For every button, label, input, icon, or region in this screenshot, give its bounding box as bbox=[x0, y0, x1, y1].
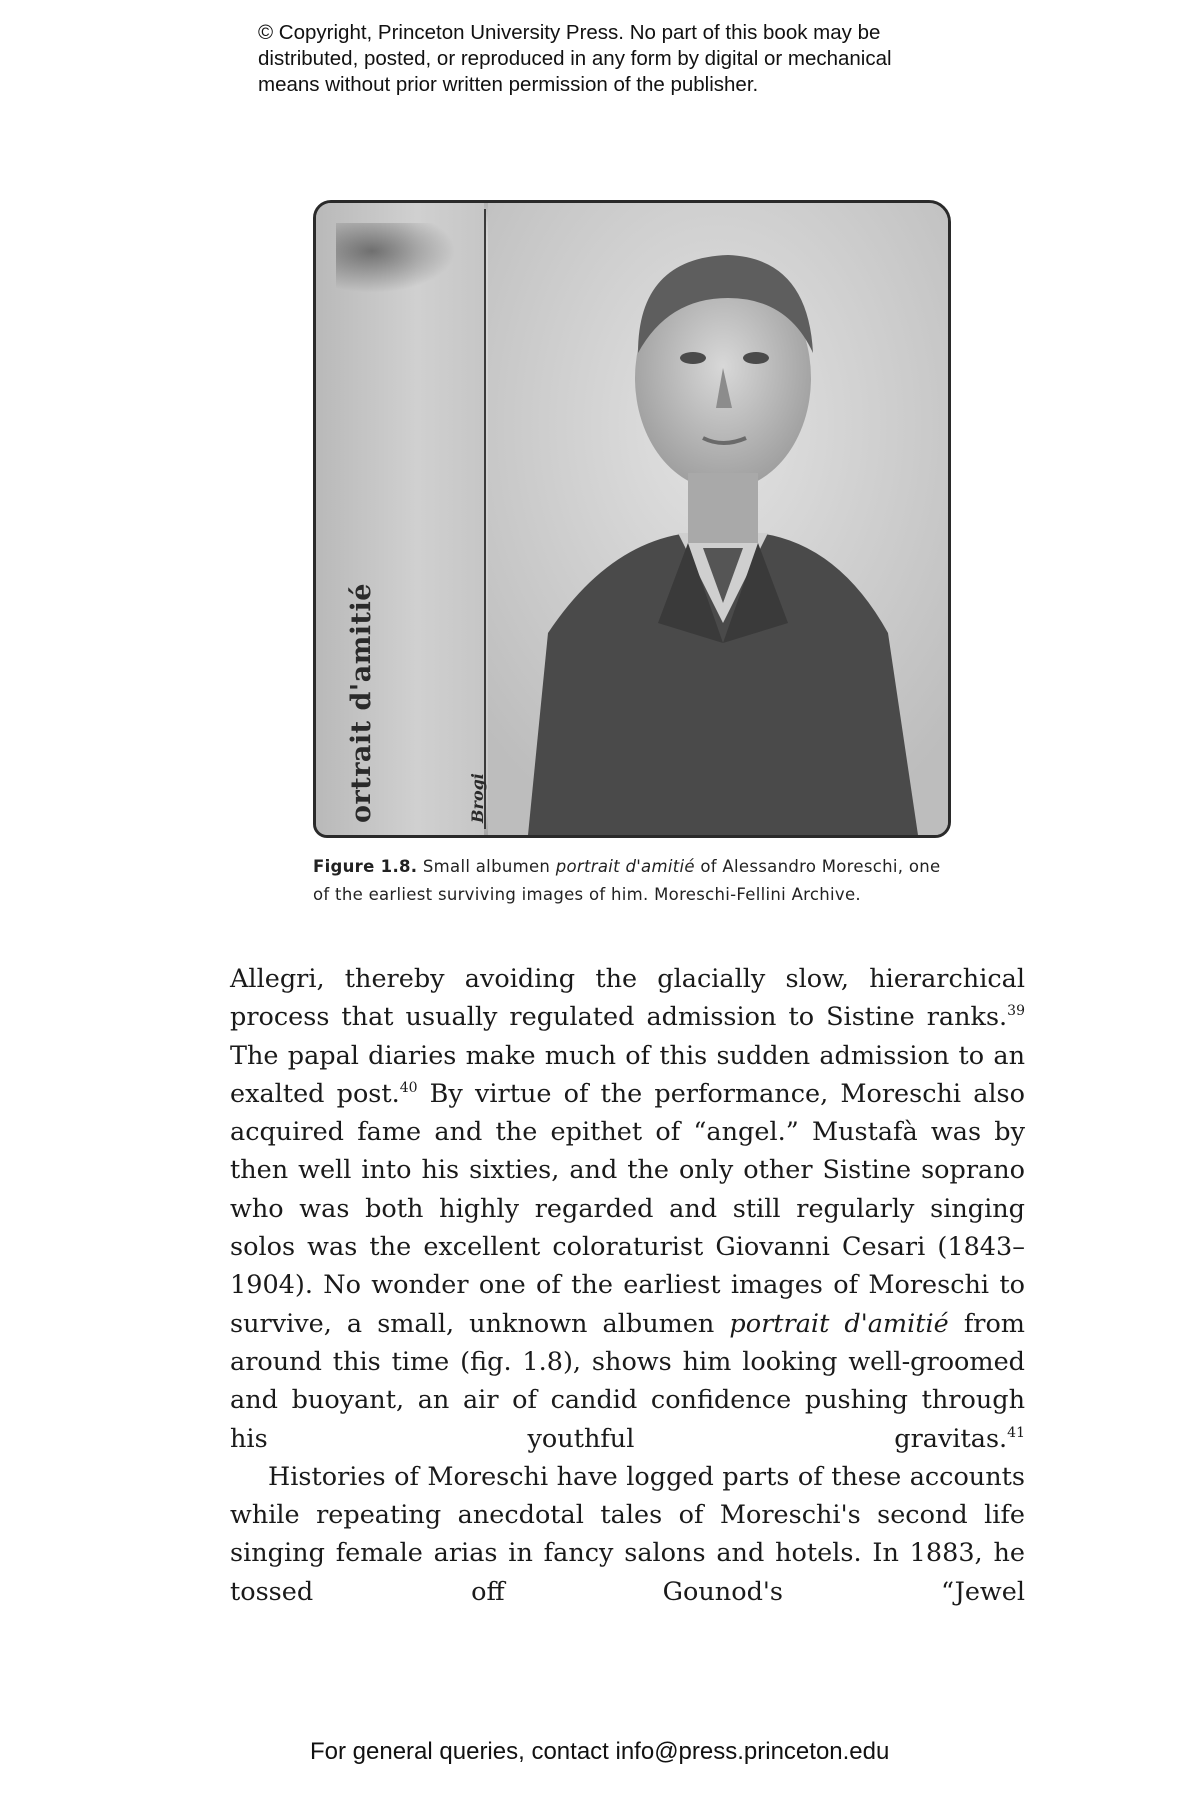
paragraph bbox=[230, 960, 1025, 1458]
photo-spine bbox=[316, 203, 484, 835]
caption-text: of Alessandro Moreschi, one of the earliest surviving images of him. Moreschi-Fellini Archive. bbox=[313, 857, 941, 904]
photo-fold-line bbox=[484, 209, 486, 829]
text-run: from around this time (fig. 1.8), shows him looking well-groomed and buoyant, an air of candid confidence pushing through his youthful gravitas. bbox=[230, 1308, 1025, 1454]
caption-italic: portrait d'amitié bbox=[555, 857, 695, 876]
figure-caption bbox=[313, 853, 953, 909]
italic-term: portrait d'amitié bbox=[729, 1308, 949, 1339]
footnote-ref[interactable]: 39 bbox=[1007, 1003, 1025, 1020]
figure-number: Figure 1.8. bbox=[313, 857, 418, 876]
portrait-figure bbox=[488, 203, 948, 835]
body-text bbox=[230, 960, 1025, 1611]
text-run: The papal diaries make much of this sudden admission to an exalted post. bbox=[230, 1040, 1025, 1109]
copyright-line: © Copyright, Princeton University Press. No part of this book may be bbox=[258, 21, 881, 44]
photographer-signature: Brogi bbox=[468, 773, 487, 823]
footnote-ref[interactable]: 41 bbox=[1007, 1424, 1025, 1441]
footer-contact: For general queries, contact info@press.princeton.edu bbox=[310, 1738, 890, 1765]
copyright-notice bbox=[258, 20, 978, 98]
caption-text: Small albumen bbox=[417, 857, 556, 876]
copyright-line: means without prior written permission of the publisher. bbox=[258, 73, 759, 96]
spine-inscription: ortrait d'amitié bbox=[346, 583, 377, 823]
text-run: By virtue of the performance, Moreschi also acquired fame and the epithet of “angel.” Mustafà was by then well into his sixties, and the only other Sistine soprano who was both highly regarded and still regularly singing solos was the excellent coloraturist Giovanni Cesari (1843–1904). No wonder one of the earliest images of Moreschi to survive, a small, unknown albumen bbox=[230, 1078, 1025, 1339]
footnote-ref[interactable]: 40 bbox=[399, 1079, 418, 1096]
text-run: Allegri, thereby avoiding the glacially slow, hierarchical process that usually regulated admission to Sistine ranks. bbox=[230, 964, 1025, 1033]
copyright-line: distributed, posted, or reproduced in any form by digital or mechanical bbox=[258, 47, 892, 70]
portrait-photograph bbox=[313, 200, 951, 838]
paragraph: Histories of Moreschi have logged parts of these accounts while repeating anecdotal tales of Moreschi's second life singing female arias in fancy salons and hotels. In 1883, he tossed off Gounod's “Jewel bbox=[230, 1461, 1025, 1607]
photo-stain bbox=[336, 223, 456, 293]
